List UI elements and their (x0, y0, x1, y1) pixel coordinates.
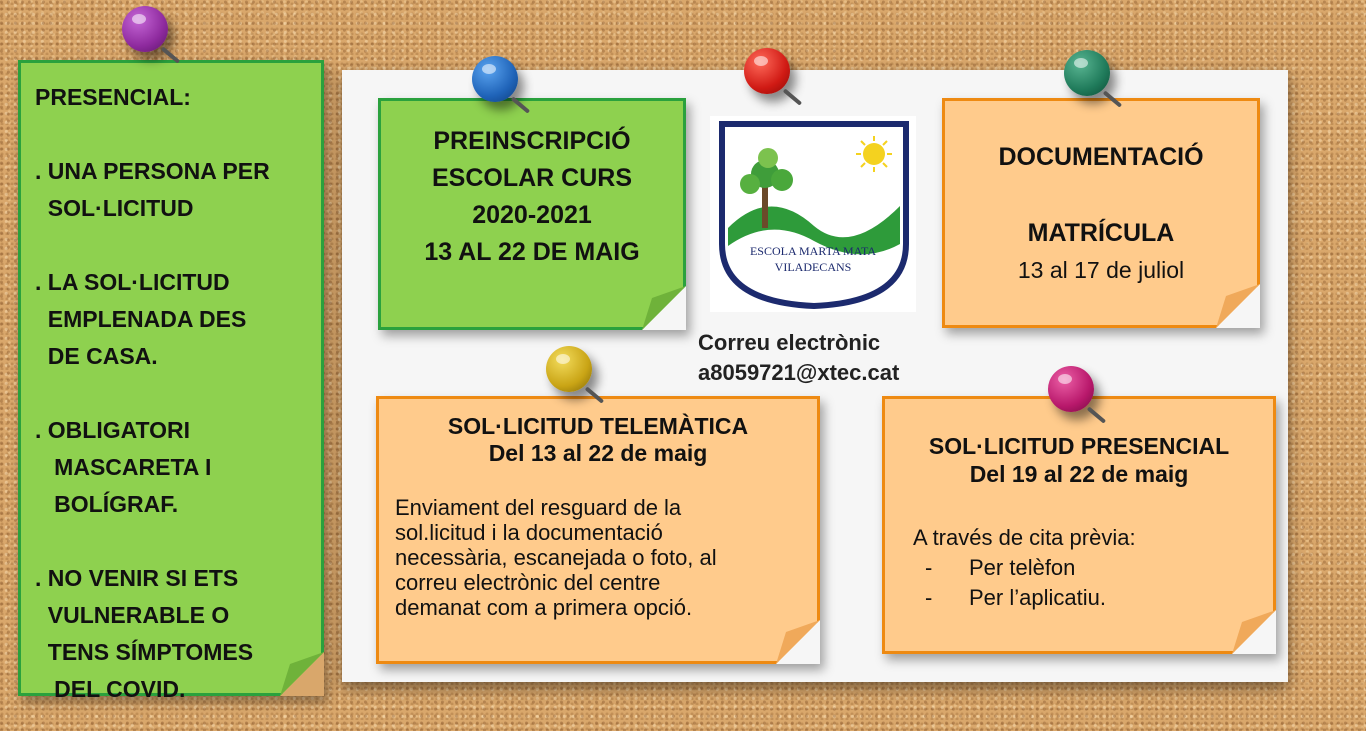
school-crest-icon (710, 116, 916, 312)
presencial-line: . UNA PERSONA PER (35, 158, 270, 184)
enrollment-dates: 13 al 17 de juliol (1017, 257, 1185, 283)
documentation-note (942, 98, 1260, 328)
telematic-title: SOL·LICITUD TELEMÀTICA (447, 413, 749, 439)
presencial-line: . LA SOL·LICITUD (35, 269, 230, 295)
list-dash: - (925, 585, 933, 610)
presencial-line (35, 227, 313, 264)
presencial-lines (35, 79, 313, 708)
presential-intro: A través de cita prèvia: (913, 525, 1136, 550)
logo-town: VILADECANS (774, 260, 852, 274)
telematic-body-line: correu electrònic del centre (395, 570, 661, 595)
presential-body (913, 523, 1263, 613)
presencial-line: PRESENCIAL: (35, 84, 191, 110)
presential-application-note (882, 396, 1276, 654)
documentation-heading: DOCUMENTACIÓ (998, 143, 1204, 171)
presencial-line: . NO VENIR SI ETS (35, 565, 239, 591)
telematic-body (395, 495, 797, 620)
presencial-line: DEL COVID. (35, 676, 186, 702)
page-curl-icon (776, 620, 820, 664)
title-line: ESCOLAR CURS (431, 164, 632, 192)
presencial-line: EMPLENADA DES (35, 306, 247, 332)
presencial-line: DE CASA. (35, 343, 158, 369)
email-address[interactable]: a8059721@xtec.cat (698, 360, 900, 385)
contact-email-block (698, 328, 899, 388)
page-curl-icon (642, 286, 686, 330)
title-line: 13 AL 22 DE MAIG (424, 238, 640, 266)
presential-title: SOL·LICITUD PRESENCIAL (928, 433, 1230, 459)
logo-name: ESCOLA MARTA MATA (749, 244, 877, 258)
yellow-pushpin-icon (546, 346, 592, 392)
magenta-pushpin-icon (1048, 366, 1094, 412)
title-line: PREINSCRIPCIÓ (433, 127, 631, 155)
email-label: Correu electrònic (698, 330, 881, 355)
telematic-body-line: sol.licitud i la documentació (395, 520, 663, 545)
presencial-line: VULNERABLE O (35, 602, 230, 628)
option-app: Per l’aplicatiu. (969, 585, 1106, 610)
list-dash: - (925, 555, 933, 580)
presencial-line (35, 523, 313, 560)
telematic-application-note (376, 396, 820, 664)
enrollment-heading: MATRÍCULA (1027, 219, 1175, 247)
teal-pushpin-icon (1064, 50, 1110, 96)
purple-pushpin-icon (122, 6, 168, 52)
page-curl-icon (1232, 610, 1276, 654)
page-curl-icon (1216, 284, 1260, 328)
option-phone: Per telèfon (969, 555, 1076, 580)
list-item (913, 553, 1263, 583)
title-line: 2020-2021 (472, 201, 592, 229)
presential-dates: Del 19 al 22 de maig (969, 461, 1189, 487)
presencial-line (35, 375, 313, 412)
list-item (913, 583, 1263, 613)
presencial-line: BOLÍGRAF. (35, 491, 179, 517)
page-curl-icon (280, 652, 324, 696)
school-logo (710, 116, 916, 312)
presencial-line: SOL·LICITUD (35, 195, 194, 221)
presencial-line: TENS SÍMPTOMES (35, 639, 254, 665)
preinscription-title-note (378, 98, 686, 330)
preinscription-title (381, 123, 683, 271)
presencial-line: MASCARETA I (35, 454, 212, 480)
telematic-body-line: demanat com a primera opció. (395, 595, 693, 620)
telematic-body-line: Enviament del resguard de la (395, 495, 682, 520)
blue-pushpin-icon (472, 56, 518, 102)
presencial-line (35, 116, 313, 153)
telematic-body-line: necessària, escanejada o foto, al (395, 545, 717, 570)
red-pushpin-icon (744, 48, 790, 94)
presencial-note (18, 60, 324, 702)
telematic-dates: Del 13 al 22 de maig (488, 440, 708, 466)
presencial-line: . OBLIGATORI (35, 417, 191, 443)
